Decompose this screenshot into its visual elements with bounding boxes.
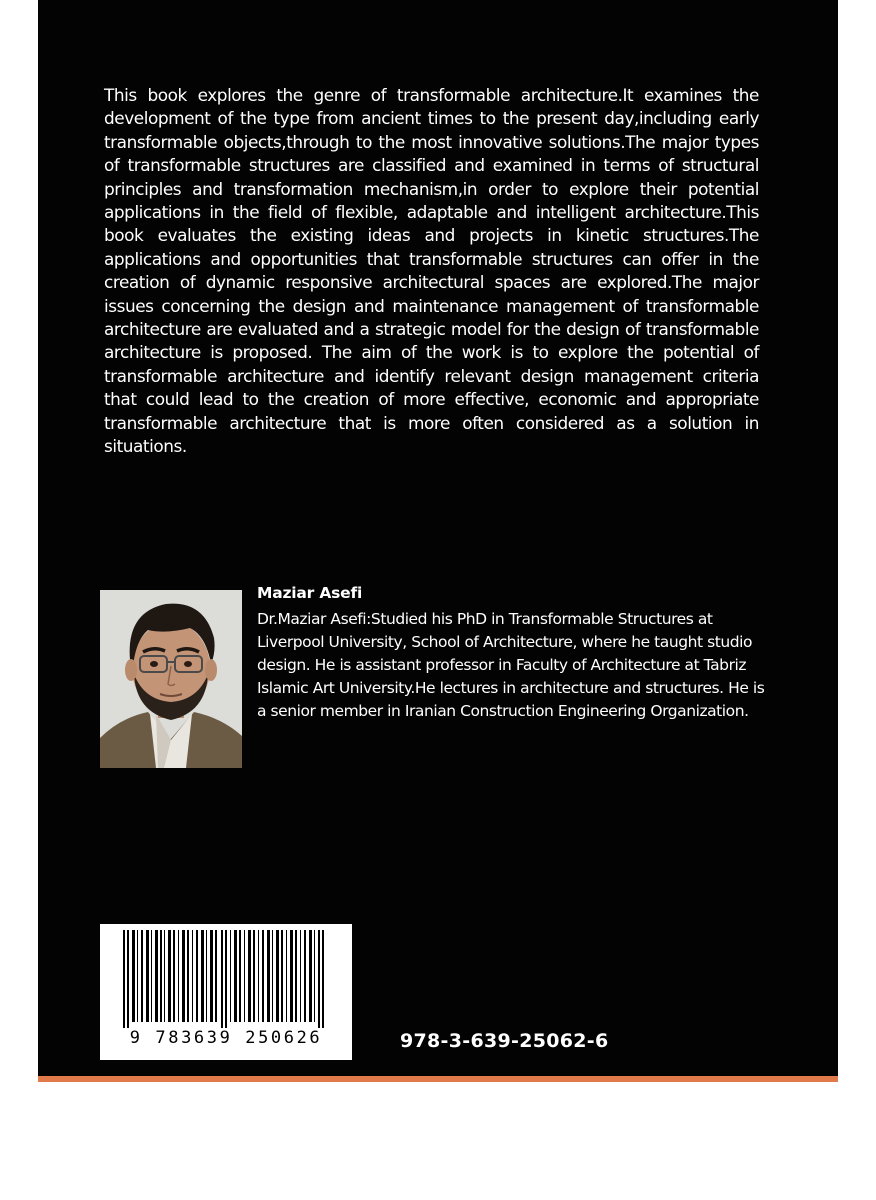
author-bio: Dr.Maziar Asefi:Studied his PhD in Transformable Structures at Liverpool University, School of Architecture, where he taught studio design. He is assistant professor in Faculty of Architecture at Tabriz Islamic Art University.He lectures in architecture and structures. He is a senior member in Iranian Construction Engineering Organization. bbox=[257, 610, 765, 720]
author-name: Maziar Asefi bbox=[257, 584, 363, 602]
book-description: This book explores the genre of transformable architecture.It examines the development of the type from ancient times to the present day,including early transformable objects,through to the most innovative solutions.The major types of transformable structures are classified and examined in terms of structural principles and transformation mechanism,in order to explore their potential applications in the field of flexible, adaptable and intelligent architecture.This book evaluates the existing ideas and projects in kinetic structures.The applications and opportunities that transformable structures can offer in the creation of dynamic responsive architectural spaces are explored.The major issues concerning the design and maintenance management of transformable architecture are evaluated and a strategic model for the design of transformable architecture is proposed. The aim of the work is to explore the potential of transformable architecture and identify relevant design management criteria that could lead to the creation of more effective, economic and appropriate transformable architecture that is more often considered as a solution in situations. bbox=[104, 85, 759, 457]
isbn-number: 978-3-639-25062-6 bbox=[400, 1030, 609, 1052]
back-cover bbox=[38, 0, 838, 1076]
barcode bbox=[100, 924, 352, 1060]
barcode-bars bbox=[100, 924, 352, 1028]
author-photo bbox=[100, 590, 242, 768]
barcode-digits: 9 783639 250626 bbox=[129, 1028, 323, 1048]
bottom-accent-line bbox=[38, 1076, 838, 1082]
